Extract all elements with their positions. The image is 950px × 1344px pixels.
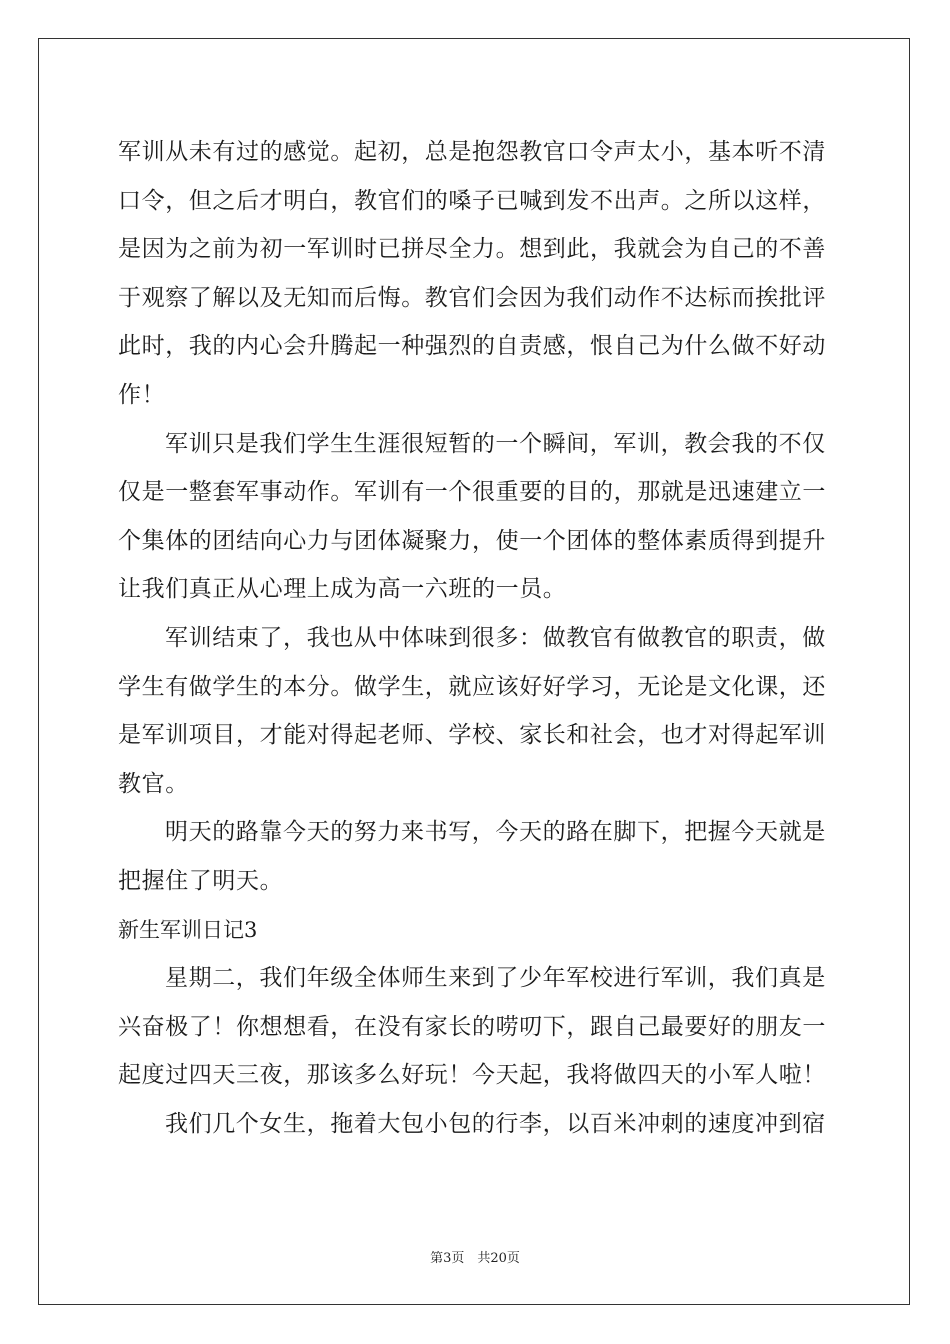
- text-line: 仅是一整套军事动作。军训有一个很重要的目的，那就是迅速建立一: [118, 479, 826, 506]
- page-number-footer: 第3页 共20页: [430, 1251, 520, 1266]
- paragraph-block-2: [118, 954, 834, 1148]
- text-line: 军训从未有过的感觉。起初，总是抱怨教官口令声太小，基本听不清: [118, 139, 826, 165]
- section-heading: 新生军训日记3: [118, 917, 258, 942]
- text-line: 让我们真正从心理上成为高一六班的一员。: [118, 576, 567, 603]
- text-line: 把握住了明天。: [118, 867, 284, 894]
- text-line: 作！: [118, 381, 166, 408]
- paragraph-block-1: [118, 128, 834, 906]
- text-line: 是军训项目，才能对得起老师、学校、家长和社会，也才对得起军训: [118, 722, 826, 749]
- text-line: 军训只是我们学生生涯很短暂的一个瞬间，军训，教会我的不仅: [165, 430, 826, 457]
- text-line: 口令，但之后才明白，教官们的嗓子已喊到发不出声。之所以这样，: [118, 187, 826, 214]
- text-line: 明天的路靠今天的努力来书写，今天的路在脚下，把握今天就是: [165, 819, 826, 846]
- text-line: 我们几个女生，拖着大包小包的行李，以百米冲刺的速度冲到宿: [165, 1110, 826, 1137]
- text-line: 教官。: [118, 770, 189, 797]
- text-line: 学生有做学生的本分。做学生，就应该好好学习，无论是文化课，还: [118, 673, 826, 700]
- text-line: 个集体的团结向心力与团体凝聚力，使一个团体的整体素质得到提升: [118, 527, 826, 554]
- text-line: 起度过四天三夜，那该多么好玩！今天起，我将做四天的小军人啦！: [118, 1062, 826, 1089]
- text-line: 兴奋极了！你想想看，在没有家长的唠叨下，跟自己最要好的朋友一: [118, 1013, 826, 1040]
- text-line: 此时，我的内心会升腾起一种强烈的自责感，恨自己为什么做不好动: [118, 333, 826, 360]
- text-line: 是因为之前为初一军训时已拼尽全力。想到此，我就会为自己的不善: [118, 236, 826, 263]
- text-line: 星期二，我们年级全体师生来到了少年军校进行军训，我们真是: [165, 965, 826, 992]
- text-line: 于观察了解以及无知而后悔。教官们会因为我们动作不达标而挨批评: [118, 284, 826, 311]
- document-body: [118, 128, 834, 1148]
- text-line: 军训结束了，我也从中体味到很多：做教官有做教官的职责，做: [165, 624, 826, 651]
